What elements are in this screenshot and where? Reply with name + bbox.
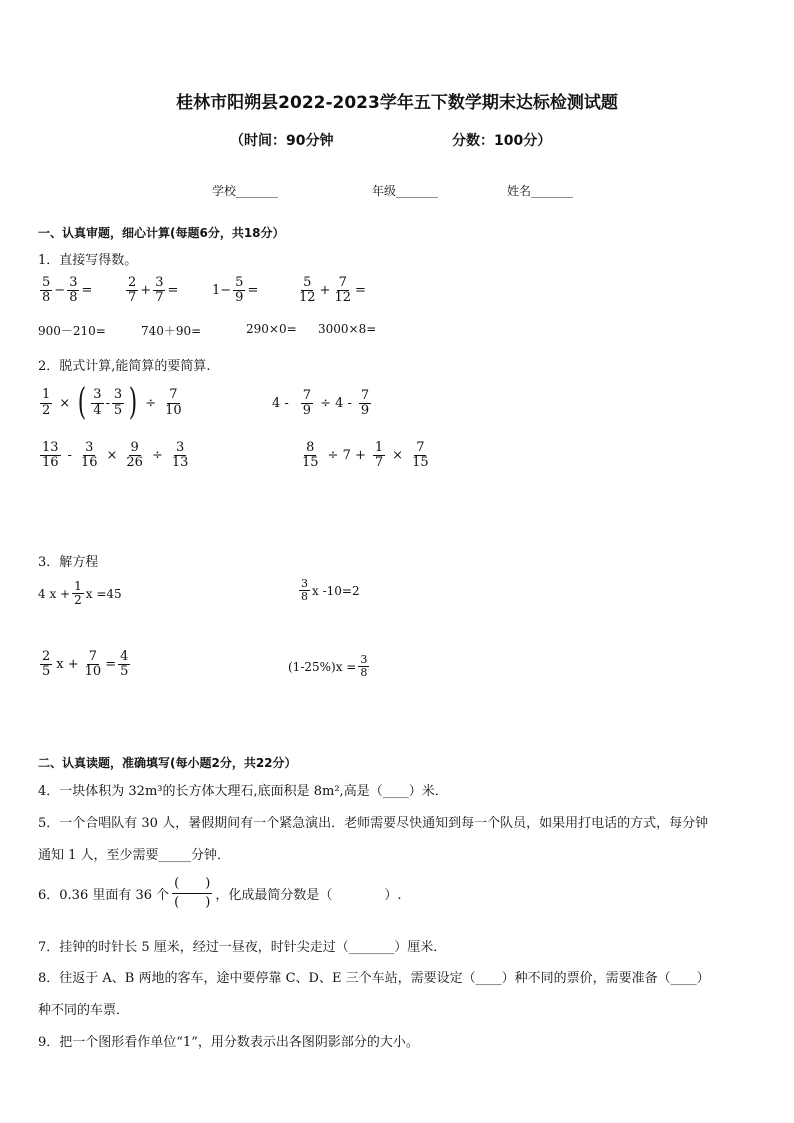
q6-text: 6．0.36 里面有 36 个 ( ) ( ) ，化成最简分数是（ ）. [38, 876, 402, 910]
q8-text-line2: 种不同的车票． [38, 1003, 130, 1018]
q5-text-line1: 5．一个合唱队有 30 人，暑假期间有一个紧急演出．老师需要尽快通知到每一个队员，如果用打电话的方式，每分钟 [38, 816, 709, 831]
grade-field[interactable]: 年级_______ [372, 184, 439, 198]
q8-text-line1: 8．往返于 A、B 两地的客车，途中要停靠 C、D、E 三个车站，需要设定（____）种不同的票价，需要准备（____） [38, 971, 710, 986]
q1-expr-1: $\frac{5}{8}$ − $\frac{3}{8}$ = [42, 275, 93, 306]
q2-expr-2: 4 - $\frac{7}{9}$ ÷ 4 - $\frac{7}{9}$ [272, 388, 370, 419]
q2-expr-1: $\frac{1}{2}$ × ( $\frac{3}{4}$ - $\frac{3}{5}$ ) ÷ $\frac{7}{10}$ [42, 382, 182, 423]
q6-blank-fraction[interactable]: ( ) ( ) [174, 876, 211, 910]
q3-eq-1: 4 x + $\frac{1}{2}$ x =45 [38, 579, 122, 608]
q7-text: 7．挂钟的时针长 5 厘米，经过一昼夜，时针尖走过（_______）厘米． [38, 940, 447, 955]
q2-label: 2．脱式计算,能简算的要简算. [38, 359, 211, 374]
q2-expr-4: $\frac{8}{15}$ ÷ 7 + $\frac{1}{7}$ × $\frac{7}{15}$ [302, 440, 429, 471]
q3-eq-3: $\frac{2}{5}$ x + $\frac{7}{10}$ = $\frac{4}{5}$ [42, 649, 129, 680]
q1-expr-4: $\frac{5}{12}$ + $\frac{7}{12}$ = [299, 275, 366, 306]
section1-header: 一、认真审题，细心计算(每题6分，共18分） [38, 226, 285, 240]
score-label: 分数：100分） [452, 133, 552, 149]
q3-label: 3．解方程 [38, 555, 99, 570]
q1-label: 1．直接写得数。 [38, 253, 138, 268]
q1-expr-8: 3000×8= [318, 322, 377, 336]
q1-expr-3: 1− $\frac{5}{9}$ = [212, 275, 259, 306]
q9-text: 9．把一个图形看作单位“1”，用分数表示出各图阴影部分的大小。 [38, 1035, 419, 1050]
q5-text-line2: 通知 1 人，至少需要_____分钟． [38, 848, 231, 863]
q4-text: 4．一块体积为 32m³的长方体大理石,底面积是 8m²,高是（____）米． [38, 784, 448, 799]
section2-header: 二、认真读题，准确填写(每小题2分，共22分） [38, 756, 297, 770]
q3-eq-2: $\frac{3}{8}$ x -10=2 [301, 577, 360, 604]
q1-expr-5: 900－210= [38, 324, 106, 338]
time-label: （时间：90分钟 [230, 133, 334, 149]
q1-expr-7: 290×0= [246, 322, 297, 336]
exam-title: 桂林市阳朔县2022-2023学年五下数学期末达标检测试题 [176, 93, 618, 113]
q1-expr-2: $\frac{2}{7}$ + $\frac{3}{7}$ = [128, 275, 179, 306]
name-field[interactable]: 姓名_______ [507, 184, 574, 198]
q2-expr-3: $\frac{13}{16}$ - $\frac{3}{16}$ × $\frac{9}{26}$ ÷ $\frac{3}{13}$ [42, 440, 189, 471]
q1-expr-6: 740＋90= [141, 324, 202, 338]
school-field[interactable]: 学校_______ [212, 184, 279, 198]
q3-eq-4: (1-25%)x = $\frac{3}{8}$ [288, 653, 368, 680]
